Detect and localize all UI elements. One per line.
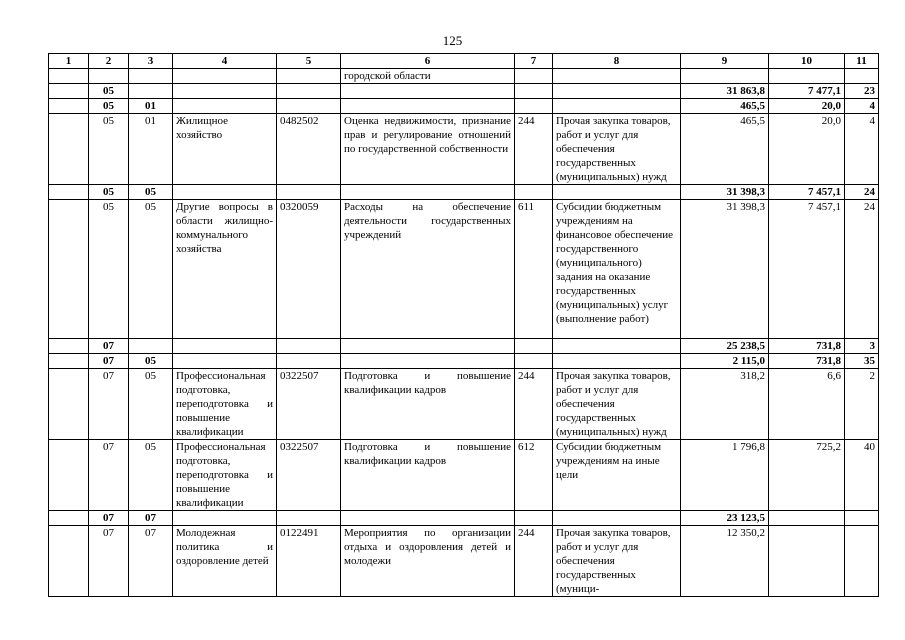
column-header: 6 — [341, 54, 515, 69]
table-cell: Расходы на обеспечение деятельности государственных учреждений — [341, 200, 515, 339]
table-cell — [341, 339, 515, 354]
table-cell — [49, 440, 89, 511]
table-cell: 0322507 — [277, 369, 341, 440]
table-cell — [49, 339, 89, 354]
table-row — [49, 69, 879, 84]
column-header: 10 — [769, 54, 845, 69]
table-cell: 05 — [129, 354, 173, 369]
table-cell: 465,5 — [681, 114, 769, 185]
column-header: 2 — [89, 54, 129, 69]
table-cell: Субсидии бюджетным учреждениям на финансовое обеспечение государственного (муниципального) задания на оказание государственных (муниципальных) услуг (выполнение работ) — [553, 200, 681, 339]
table-cell — [515, 69, 553, 84]
table-cell: 20,0 — [769, 114, 845, 185]
table-cell: 731,8 — [769, 339, 845, 354]
table-cell: Подготовка и повышение квалификации кадров — [341, 369, 515, 440]
table-cell — [553, 354, 681, 369]
table-cell — [553, 339, 681, 354]
table-cell — [277, 511, 341, 526]
table-cell: 4 — [845, 99, 879, 114]
table-cell — [515, 339, 553, 354]
table-cell — [553, 84, 681, 99]
table-cell — [277, 339, 341, 354]
table-cell — [769, 526, 845, 597]
table-cell: 05 — [89, 99, 129, 114]
header-row — [49, 54, 879, 69]
table-cell: 05 — [129, 369, 173, 440]
table-cell — [49, 114, 89, 185]
table-cell — [845, 526, 879, 597]
table-cell — [49, 69, 89, 84]
table-cell: 612 — [515, 440, 553, 511]
table-cell — [515, 354, 553, 369]
table-row — [49, 185, 879, 200]
table-cell — [89, 69, 129, 84]
table-cell — [173, 185, 277, 200]
table-cell — [173, 84, 277, 99]
table-cell: 1 796,8 — [681, 440, 769, 511]
table-cell: 40 — [845, 440, 879, 511]
table-cell: 07 — [89, 511, 129, 526]
column-header: 11 — [845, 54, 879, 69]
table-cell: Оценка недвижимости, признание прав и регулирование отношений по государственной собственности — [341, 114, 515, 185]
table-cell: 7 477,1 — [769, 84, 845, 99]
table-cell — [553, 185, 681, 200]
table-cell: 05 — [89, 114, 129, 185]
table-cell: 05 — [89, 84, 129, 99]
table-cell — [515, 84, 553, 99]
table-cell: 05 — [129, 185, 173, 200]
table-cell: 4 — [845, 114, 879, 185]
table-cell: Прочая закупка товаров, работ и услуг для обеспечения государственных (муници- — [553, 526, 681, 597]
table-cell — [49, 99, 89, 114]
table-cell — [277, 185, 341, 200]
table-cell: 07 — [89, 440, 129, 511]
table-cell: 244 — [515, 526, 553, 597]
table-cell: 07 — [129, 526, 173, 597]
table-cell: 01 — [129, 99, 173, 114]
table-cell — [769, 511, 845, 526]
table-cell — [49, 354, 89, 369]
column-header: 8 — [553, 54, 681, 69]
budget-table — [48, 53, 879, 597]
table-cell: 01 — [129, 114, 173, 185]
table-cell: 05 — [129, 200, 173, 339]
table-cell: 2 115,0 — [681, 354, 769, 369]
table-cell — [49, 526, 89, 597]
table-cell — [129, 69, 173, 84]
column-header: 4 — [173, 54, 277, 69]
table-cell: Прочая закупка товаров, работ и услуг для обеспечения государственных (муниципальных) нужд — [553, 114, 681, 185]
table-cell — [769, 69, 845, 84]
table-cell — [515, 185, 553, 200]
column-header: 1 — [49, 54, 89, 69]
table-row — [49, 99, 879, 114]
table-cell — [553, 69, 681, 84]
table-cell — [173, 339, 277, 354]
table-cell: 20,0 — [769, 99, 845, 114]
table-cell — [129, 84, 173, 99]
table-cell — [515, 511, 553, 526]
table-cell: 07 — [89, 526, 129, 597]
table-cell: 3 — [845, 339, 879, 354]
table-row — [49, 114, 879, 185]
table-cell — [845, 69, 879, 84]
table-row — [49, 440, 879, 511]
table-cell: Жилищное хозяйство — [173, 114, 277, 185]
table-cell — [341, 99, 515, 114]
column-header: 5 — [277, 54, 341, 69]
table-cell — [341, 354, 515, 369]
table-cell: 7 457,1 — [769, 185, 845, 200]
page-number: 125 — [442, 33, 463, 48]
table-cell: 725,2 — [769, 440, 845, 511]
table-cell: 31 398,3 — [681, 200, 769, 339]
table-cell: 0322507 — [277, 440, 341, 511]
table-cell: городской области — [341, 69, 515, 84]
table-cell: 731,8 — [769, 354, 845, 369]
table-cell — [173, 354, 277, 369]
table-cell — [49, 200, 89, 339]
table-cell: 23 123,5 — [681, 511, 769, 526]
table-cell: 24 — [845, 200, 879, 339]
table-row — [49, 369, 879, 440]
table-row — [49, 511, 879, 526]
table-cell: 465,5 — [681, 99, 769, 114]
table-cell: 35 — [845, 354, 879, 369]
column-header: 7 — [515, 54, 553, 69]
table-cell — [173, 69, 277, 84]
table-cell: 25 238,5 — [681, 339, 769, 354]
table-cell: Прочая закупка товаров, работ и услуг для обеспечения государственных (муниципальных) нужд — [553, 369, 681, 440]
table-cell: 244 — [515, 369, 553, 440]
table-cell: 611 — [515, 200, 553, 339]
table-cell — [49, 185, 89, 200]
table-cell — [277, 354, 341, 369]
table-cell — [553, 99, 681, 114]
table-cell: 07 — [89, 369, 129, 440]
table-row — [49, 84, 879, 99]
table-cell — [277, 99, 341, 114]
column-header: 9 — [681, 54, 769, 69]
table-row — [49, 200, 879, 339]
column-header: 3 — [129, 54, 173, 69]
table-cell: 0482502 — [277, 114, 341, 185]
table-row — [49, 354, 879, 369]
table-row — [49, 526, 879, 597]
table-cell — [173, 99, 277, 114]
table-cell: 318,2 — [681, 369, 769, 440]
table-cell: Молодежная политика и оздоровление детей — [173, 526, 277, 597]
table-cell: 2 — [845, 369, 879, 440]
table-cell — [341, 511, 515, 526]
table-cell: 05 — [89, 185, 129, 200]
table-cell — [341, 185, 515, 200]
table-cell — [49, 369, 89, 440]
table-cell: 31 863,8 — [681, 84, 769, 99]
table-cell: 05 — [129, 440, 173, 511]
table-cell: 244 — [515, 114, 553, 185]
table-cell — [845, 511, 879, 526]
table-cell: Другие вопросы в области жилищно-коммунального хозяйства — [173, 200, 277, 339]
table-cell: 31 398,3 — [681, 185, 769, 200]
table-cell — [553, 511, 681, 526]
table-cell: 0320059 — [277, 200, 341, 339]
table-cell: Подготовка и повышение квалификации кадров — [341, 440, 515, 511]
table-cell: 6,6 — [769, 369, 845, 440]
table-cell — [277, 69, 341, 84]
table-cell: 7 457,1 — [769, 200, 845, 339]
table-cell: Субсидии бюджетным учреждениям на иные цели — [553, 440, 681, 511]
table-cell — [49, 84, 89, 99]
table-cell — [277, 84, 341, 99]
table-cell: 07 — [89, 339, 129, 354]
table-cell: 12 350,2 — [681, 526, 769, 597]
table-cell: 24 — [845, 185, 879, 200]
table-cell — [49, 511, 89, 526]
table-cell: Профессиональная подготовка, переподготовка и повышение квалификации — [173, 440, 277, 511]
table-cell: Мероприятия по организации отдыха и оздоровления детей и молодежи — [341, 526, 515, 597]
table-cell — [341, 84, 515, 99]
table-cell — [129, 339, 173, 354]
table-cell: 0122491 — [277, 526, 341, 597]
table-cell: 07 — [129, 511, 173, 526]
table-cell: 23 — [845, 84, 879, 99]
table-cell: 05 — [89, 200, 129, 339]
table-cell: 07 — [89, 354, 129, 369]
table-cell — [681, 69, 769, 84]
table-cell — [173, 511, 277, 526]
table-cell: Профессиональная подготовка, переподготовка и повышение квалификации — [173, 369, 277, 440]
table-cell — [515, 99, 553, 114]
table-row — [49, 339, 879, 354]
